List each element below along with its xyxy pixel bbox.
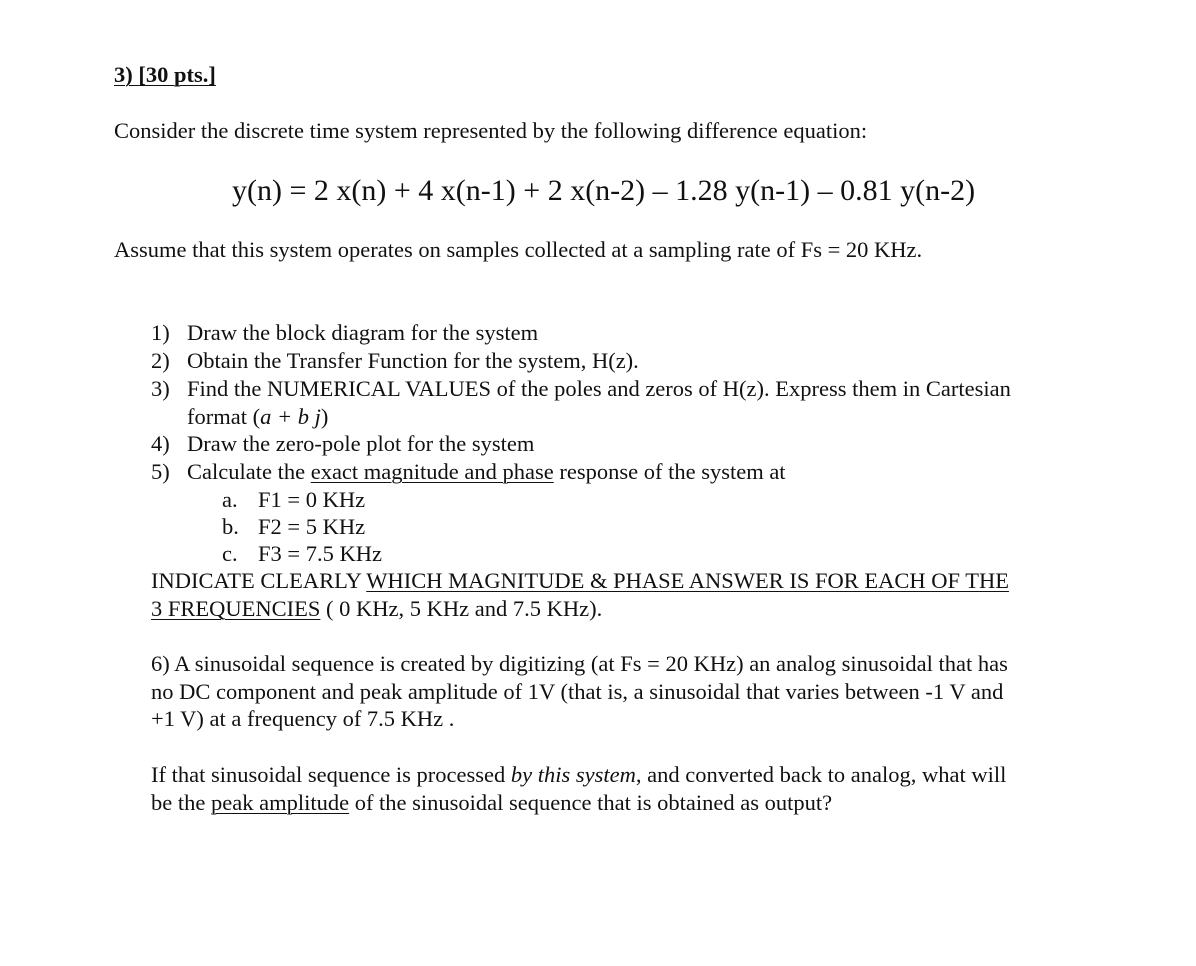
part7-line2: be the peak amplitude of the sinusoidal sequence that is obtained as output? [151,790,833,815]
indicate-instruction: INDICATE CLEARLY WHICH MAGNITUDE & PHASE ANSWER IS FOR EACH OF THE [151,568,1009,593]
question-number: 2) [151,348,170,373]
sub-item-text: F1 = 0 KHz [258,487,366,512]
question-text: Draw the block diagram for the system [187,320,539,345]
question-text: Obtain the Transfer Function for the system, H(z). [187,348,639,373]
question-number: 3) [151,376,170,401]
sub-item-letter: a. [222,487,238,512]
question-text: Calculate the exact magnitude and phase response of the system at [187,459,786,484]
underlined-phrase: 3 FREQUENCIES [151,596,321,621]
difference-equation: y(n) = 2 x(n) + 4 x(n-1) + 2 x(n-2) – 1.28 y(n-1) – 0.81 y(n-2) [232,174,976,207]
problem-heading: 3) [30 pts.] [114,62,216,87]
sub-item-letter: b. [222,514,239,539]
sub-item-letter: c. [222,541,238,566]
sub-item-text: F2 = 5 KHz [258,514,366,539]
part6-line2: no DC component and peak amplitude of 1V (that is, a sinusoidal that varies between -1 V and [151,679,1004,704]
indicate-instruction-line2: 3 FREQUENCIES ( 0 KHz, 5 KHz and 7.5 KHz). [151,596,603,621]
underlined-phrase: WHICH MAGNITUDE & PHASE ANSWER IS FOR EACH OF THE [366,568,1009,593]
question-text: Find the NUMERICAL VALUES of the poles and zeros of H(z). Express them in Cartesian [187,376,1011,401]
question-text-line2: format (a + b j) [187,404,329,429]
intro-text: Consider the discrete time system represented by the following difference equation: [114,118,868,143]
question-number: 4) [151,431,170,456]
question-text: Draw the zero-pole plot for the system [187,431,535,456]
sampling-rate-assumption: Assume that this system operates on samples collected at a sampling rate of Fs = 20 KHz. [114,237,923,262]
italic-phrase: by this system [510,762,636,787]
part6-line1: 6) A sinusoidal sequence is created by digitizing (at Fs = 20 KHz) an analog sinusoidal that has [151,651,1008,676]
cartesian-format-math: a + b j [260,404,321,429]
question-number: 5) [151,459,170,484]
underlined-phrase: exact magnitude and phase [310,459,554,484]
sub-item-text: F3 = 7.5 KHz [258,541,382,566]
underlined-phrase: peak amplitude [210,790,350,815]
part7-line1: If that sinusoidal sequence is processed by this system, and converted back to analog, what will [151,762,1007,787]
part6-line3: +1 V) at a frequency of 7.5 KHz . [151,706,455,731]
question-number: 1) [151,320,170,345]
